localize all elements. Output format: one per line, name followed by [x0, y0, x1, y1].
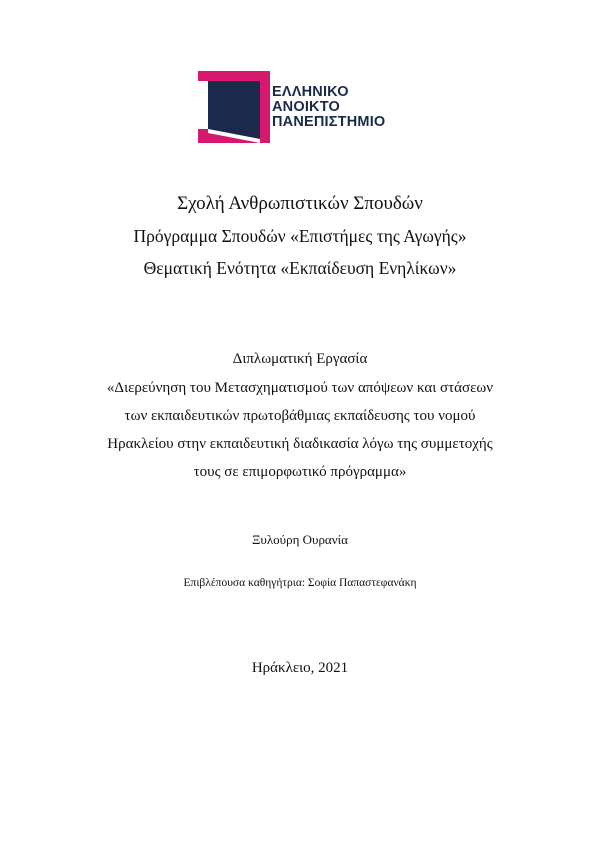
- program-name: Πρόγραμμα Σπουδών «Επιστήμες της Αγωγής»: [133, 226, 467, 246]
- thesis-title-line-3: Ηρακλείου στην εκπαιδευτική διαδικασία λόγω της συμμετοχής: [107, 436, 493, 452]
- thesis-title-line-4: τους σε επιμορφωτικό πρόγραμμα»: [193, 464, 407, 480]
- thesis-title-line-1: «Διερεύνηση του Μετασχηματισμού των απόψεων και στάσεων: [106, 380, 494, 396]
- thesis-title-line-2: των εκπαιδευτικών πρωτοβάθμιας εκπαίδευσης του νομού: [124, 408, 476, 424]
- logo-line-1: ΕΛΛΗΝΙΚΟ: [272, 84, 349, 100]
- module-name: Θεματική Ενότητα «Εκπαίδευση Ενηλίκων»: [143, 258, 457, 278]
- school-name: Σχολή Ανθρωπιστικών Σπουδών: [177, 193, 423, 214]
- logo-line-3: ΠΑΝΕΠΙΣΤΗΜΙΟ: [272, 114, 386, 130]
- place-date: Ηράκλειο, 2021: [251, 660, 349, 676]
- logo-mark-icon: [198, 71, 270, 143]
- university-logo: [198, 71, 388, 143]
- author-name: Ξυλούρη Ουρανία: [252, 532, 348, 547]
- thesis-label: Διπλωματική Εργασία: [232, 351, 368, 367]
- logo-line-2: ΑΝΟΙΚΤΟ: [272, 99, 340, 115]
- supervisor-line: Επιβλέπουσα καθηγήτρια: Σοφία Παπαστεφανάκη: [183, 577, 417, 589]
- logo-wordmark: [272, 85, 385, 130]
